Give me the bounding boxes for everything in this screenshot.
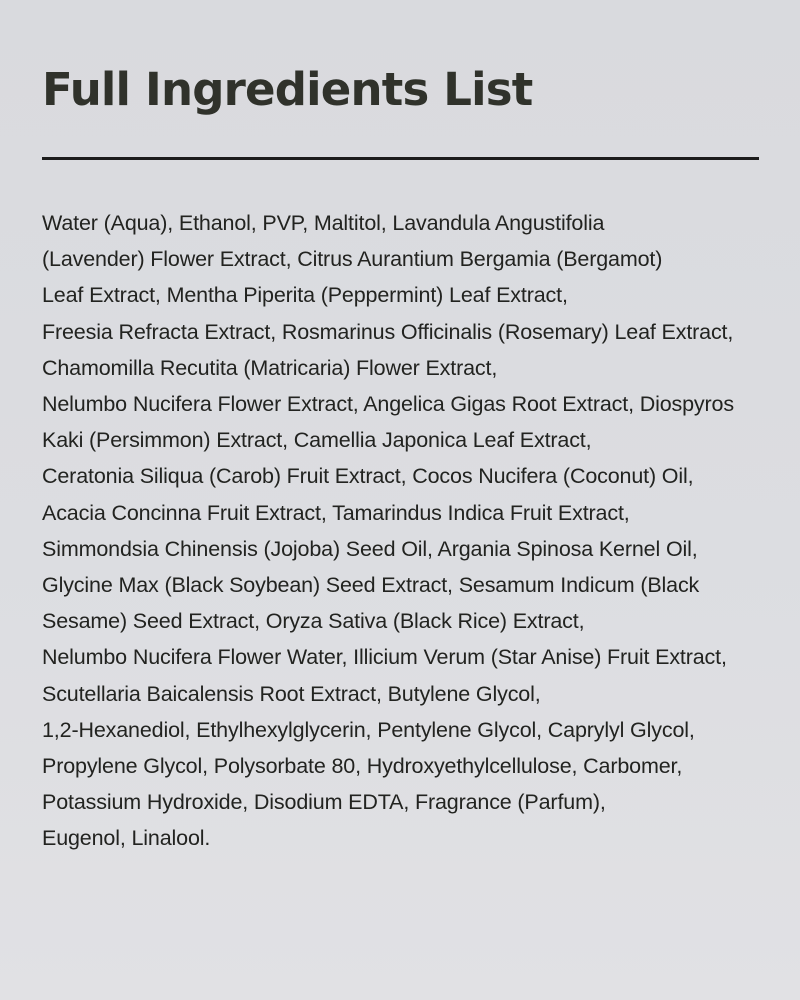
ingredients-line: Potassium Hydroxide, Disodium EDTA, Fragrance (Parfum), (42, 790, 606, 815)
ingredients-line: Nelumbo Nucifera Flower Water, Illicium Verum (Star Anise) Fruit Extract, (42, 645, 727, 670)
ingredients-line: Glycine Max (Black Soybean) Seed Extract, Sesamum Indicum (Black (42, 573, 700, 598)
ingredients-line: Freesia Refracta Extract, Rosmarinus Officinalis (Rosemary) Leaf Extract, (42, 319, 734, 344)
ingredients-line: 1,2-Hexanediol, Ethylhexylglycerin, Pentylene Glycol, Caprylyl Glycol, (42, 717, 695, 742)
ingredients-line: (Lavender) Flower Extract, Citrus Aurantium Bergamia (Bergamot) (42, 247, 663, 272)
ingredients-line: Kaki (Persimmon) Extract, Camellia Japonica Leaf Extract, (42, 428, 592, 453)
ingredients-line: Chamomilla Recutita (Matricaria) Flower Extract, (42, 355, 498, 380)
page-title: Full Ingredients List (42, 63, 533, 116)
ingredients-line: Water (Aqua), Ethanol, PVP, Maltitol, Lavandula Angustifolia (42, 211, 605, 235)
ingredients-line: Simmondsia Chinensis (Jojoba) Seed Oil, Argania Spinosa Kernel Oil, (42, 536, 698, 561)
title-divider (42, 157, 759, 160)
ingredients-line: Sesame) Seed Extract, Oryza Sativa (Black Rice) Extract, (42, 609, 585, 634)
ingredients-line: Scutellaria Baicalensis Root Extract, Butylene Glycol, (42, 681, 541, 706)
ingredients-line: Eugenol, Linalool. (42, 826, 211, 851)
ingredients-line: Acacia Concinna Fruit Extract, Tamarindus Indica Fruit Extract, (42, 500, 630, 525)
ingredients-text (42, 205, 782, 857)
ingredients-line: Ceratonia Siliqua (Carob) Fruit Extract, Cocos Nucifera (Coconut) Oil, (42, 464, 694, 489)
ingredients-line: Propylene Glycol, Polysorbate 80, Hydroxyethylcellulose, Carbomer, (42, 754, 683, 779)
ingredients-line: Leaf Extract, Mentha Piperita (Peppermint) Leaf Extract, (42, 283, 568, 308)
ingredients-line: Nelumbo Nucifera Flower Extract, Angelica Gigas Root Extract, Diospyros (42, 392, 734, 417)
